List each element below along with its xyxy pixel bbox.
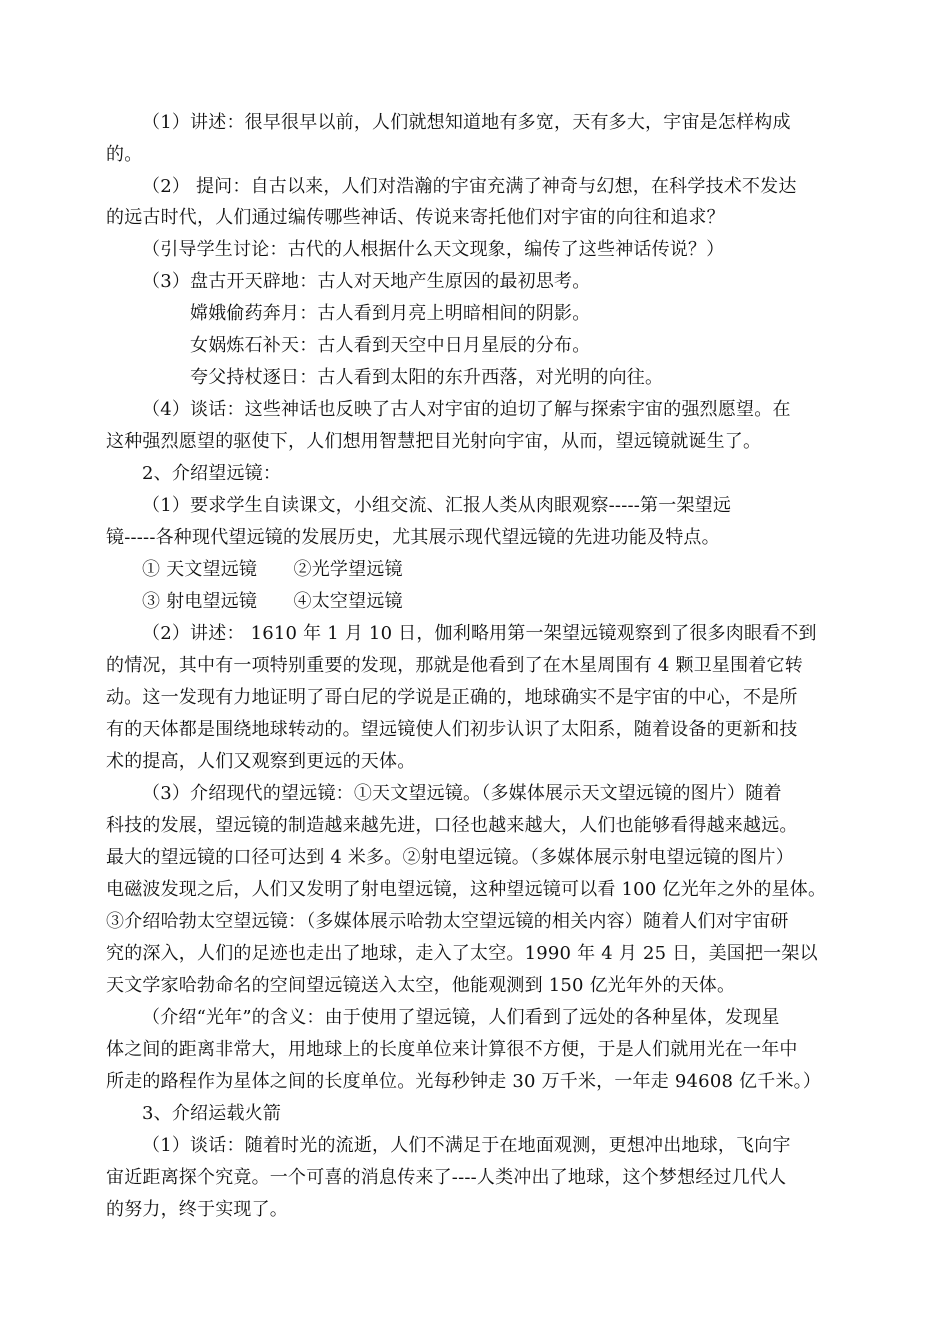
text-line: （4）谈话：这些神话也反映了古人对宇宙的迫切了解与探索宇宙的强烈愿望。在 bbox=[142, 399, 791, 420]
text-line: （1）要求学生自读课文，小组交流、汇报人类从肉眼观察-----第一架望远 bbox=[142, 495, 732, 516]
text-line: 电磁波发现之后，人们又发明了射电望远镜，这种望远镜可以看 100 亿光年之外的星体。 bbox=[106, 879, 827, 900]
text-line: 夸父持杖逐日：古人看到太阳的东升西落，对光明的向往。 bbox=[190, 367, 664, 388]
text-line: 这种强烈愿望的驱使下，人们想用智慧把目光射向宇宙，从而，望远镜就诞生了。 bbox=[106, 431, 762, 452]
text-line: （引导学生讨论：古代的人根据什么天文现象，编传了这些神话传说？） bbox=[142, 239, 725, 260]
text-line: 的情况，其中有一项特别重要的发现，那就是他看到了在木星周围有 4 颗卫星围着它转 bbox=[106, 655, 803, 676]
list-item: ① 天文望远镜 ②光学望远镜 bbox=[142, 559, 403, 580]
text-line: 所走的路程作为星体之间的长度单位。光每秒钟走 30 万千米，一年走 94608 亿千米。） bbox=[106, 1071, 822, 1092]
section-heading: 3、介绍运载火箭 bbox=[142, 1103, 282, 1124]
text-line: （2）讲述： 1610 年 1 月 10 日，伽利略用第一架望远镜观察到了很多肉眼看不到 bbox=[142, 623, 817, 644]
text-line: 的。 bbox=[106, 144, 143, 165]
text-line: 体之间的距离非常大，用地球上的长度单位来计算很不方便，于是人们就用光在一年中 bbox=[106, 1039, 798, 1060]
text-line: 宙近距离探个究竟。一个可喜的消息传来了----人类冲出了地球，这个梦想经过几代人 bbox=[106, 1167, 787, 1188]
text-line: （1）谈话：随着时光的流逝，人们不满足于在地面观测，更想冲出地球，飞向宇 bbox=[142, 1135, 791, 1156]
list-item: ③ 射电望远镜 ④太空望远镜 bbox=[142, 591, 403, 612]
text-line: 有的天体都是围绕地球转动的。望远镜使人们初步认识了太阳系，随着设备的更新和技 bbox=[106, 719, 798, 740]
text-line: 术的提高，人们又观察到更远的天体。 bbox=[106, 751, 416, 772]
text-line: 天文学家哈勃命名的空间望远镜送入太空，他能观测到 150 亿光年外的天体。 bbox=[106, 975, 736, 996]
text-line: 嫦娥偷药奔月：古人看到月亮上明暗相间的阴影。 bbox=[190, 303, 591, 324]
text-line: 的远古时代，人们通过编传哪些神话、传说来寄托他们对宇宙的向往和追求？ bbox=[106, 207, 725, 228]
text-line: 的努力，终于实现了。 bbox=[106, 1199, 288, 1220]
text-line: ③介绍哈勃太空望远镜：（多媒体展示哈勃太空望远镜的相关内容）随着人们对宇宙研 bbox=[106, 911, 789, 932]
text-line: 科技的发展，望远镜的制造越来越先进，口径也越来越大，人们也能够看得越来越远。 bbox=[106, 815, 798, 836]
text-line: 最大的望远镜的口径可达到 4 米多。②射电望远镜。（多媒体展示射电望远镜的图片） bbox=[106, 847, 794, 868]
text-line: 镜-----各种现代望远镜的发展历史，尤其展示现代望远镜的先进功能及特点。 bbox=[106, 527, 720, 548]
section-heading: 2、介绍望远镜： bbox=[142, 463, 282, 484]
text-line: （介绍“光年”的含义：由于使用了望远镜，人们看到了远处的各种星体，发现星 bbox=[142, 1007, 780, 1028]
text-line: 究的深入，人们的足迹也走出了地球，走入了太空。1990 年 4 月 25 日，美国把一架以 bbox=[106, 943, 818, 964]
text-line: 女娲炼石补天：古人看到天空中日月星辰的分布。 bbox=[190, 335, 591, 356]
text-line: （1）讲述：很早很早以前，人们就想知道地有多宽，天有多大，宇宙是怎样构成 bbox=[142, 112, 791, 133]
text-line: （3）盘古开天辟地：古人对天地产生原因的最初思考。 bbox=[142, 271, 591, 292]
text-line: （3）介绍现代的望远镜：①天文望远镜。（多媒体展示天文望远镜的图片）随着 bbox=[142, 783, 782, 804]
text-line: 动。这一发现有力地证明了哥白尼的学说是正确的，地球确实不是宇宙的中心，不是所 bbox=[106, 687, 798, 708]
text-line: （2） 提问：自古以来，人们对浩瀚的宇宙充满了神奇与幻想，在科学技术不发达 bbox=[142, 176, 797, 197]
